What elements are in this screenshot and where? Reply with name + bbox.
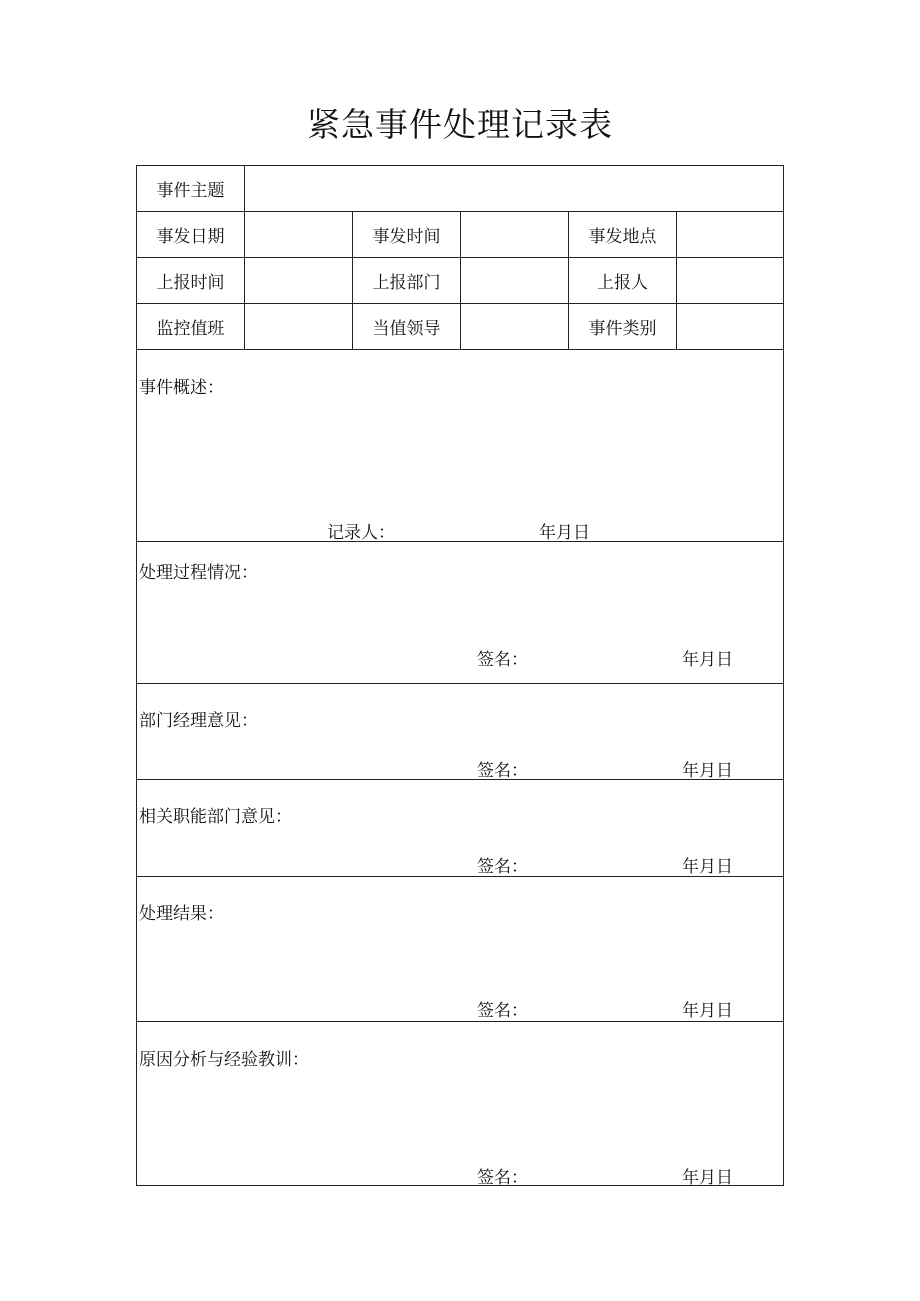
duty-leader-field[interactable] bbox=[461, 304, 568, 349]
label-event-category: 事件类别 bbox=[588, 319, 657, 339]
process-date: 年月日 bbox=[682, 650, 733, 670]
related-sign-label: 签名： bbox=[477, 857, 528, 877]
analysis-date: 年月日 bbox=[682, 1168, 733, 1188]
label-duty-leader: 当值领导 bbox=[372, 319, 441, 339]
overview-recorder-label: 记录人： bbox=[327, 523, 395, 543]
process-sign-label: 签名： bbox=[477, 650, 528, 670]
reporter-field[interactable] bbox=[677, 258, 783, 303]
label-monitoring-duty: 监控值班 bbox=[156, 319, 225, 339]
event-category-field[interactable] bbox=[677, 304, 783, 349]
overview-date: 年月日 bbox=[539, 523, 590, 543]
related-dept-opinion-label: 相关职能部门意见： bbox=[139, 807, 292, 827]
process-label: 处理过程情况： bbox=[139, 563, 258, 583]
label-report-time: 上报时间 bbox=[156, 273, 225, 293]
label-event-subject: 事件主题 bbox=[156, 181, 225, 201]
related-date: 年月日 bbox=[682, 857, 733, 877]
label-incident-location: 事发地点 bbox=[588, 227, 657, 247]
report-time-field[interactable] bbox=[245, 258, 352, 303]
incident-record-form bbox=[136, 165, 784, 1186]
incident-location-field[interactable] bbox=[677, 212, 783, 257]
incident-time-field[interactable] bbox=[461, 212, 568, 257]
manager-sign-label: 签名： bbox=[477, 761, 528, 781]
label-report-department: 上报部门 bbox=[372, 273, 441, 293]
analysis-label: 原因分析与经验教训： bbox=[139, 1050, 309, 1070]
result-label: 处理结果： bbox=[139, 904, 224, 924]
manager-opinion-label: 部门经理意见： bbox=[139, 711, 258, 731]
manager-date: 年月日 bbox=[682, 761, 733, 781]
label-incident-time: 事发时间 bbox=[372, 227, 441, 247]
result-date: 年月日 bbox=[682, 1001, 733, 1021]
row-divider bbox=[137, 349, 783, 350]
monitoring-duty-field[interactable] bbox=[245, 304, 352, 349]
event-subject-field[interactable] bbox=[245, 166, 783, 211]
form-title: 紧急事件处理记录表 bbox=[307, 105, 613, 144]
row-divider bbox=[137, 1021, 783, 1022]
label-reporter: 上报人 bbox=[597, 273, 648, 293]
result-sign-label: 签名： bbox=[477, 1001, 528, 1021]
label-incident-date: 事发日期 bbox=[156, 227, 225, 247]
overview-label: 事件概述： bbox=[139, 378, 224, 398]
incident-date-field[interactable] bbox=[245, 212, 352, 257]
analysis-sign-label: 签名： bbox=[477, 1168, 528, 1188]
row-divider bbox=[137, 541, 783, 542]
report-department-field[interactable] bbox=[461, 258, 568, 303]
row-divider bbox=[137, 683, 783, 684]
